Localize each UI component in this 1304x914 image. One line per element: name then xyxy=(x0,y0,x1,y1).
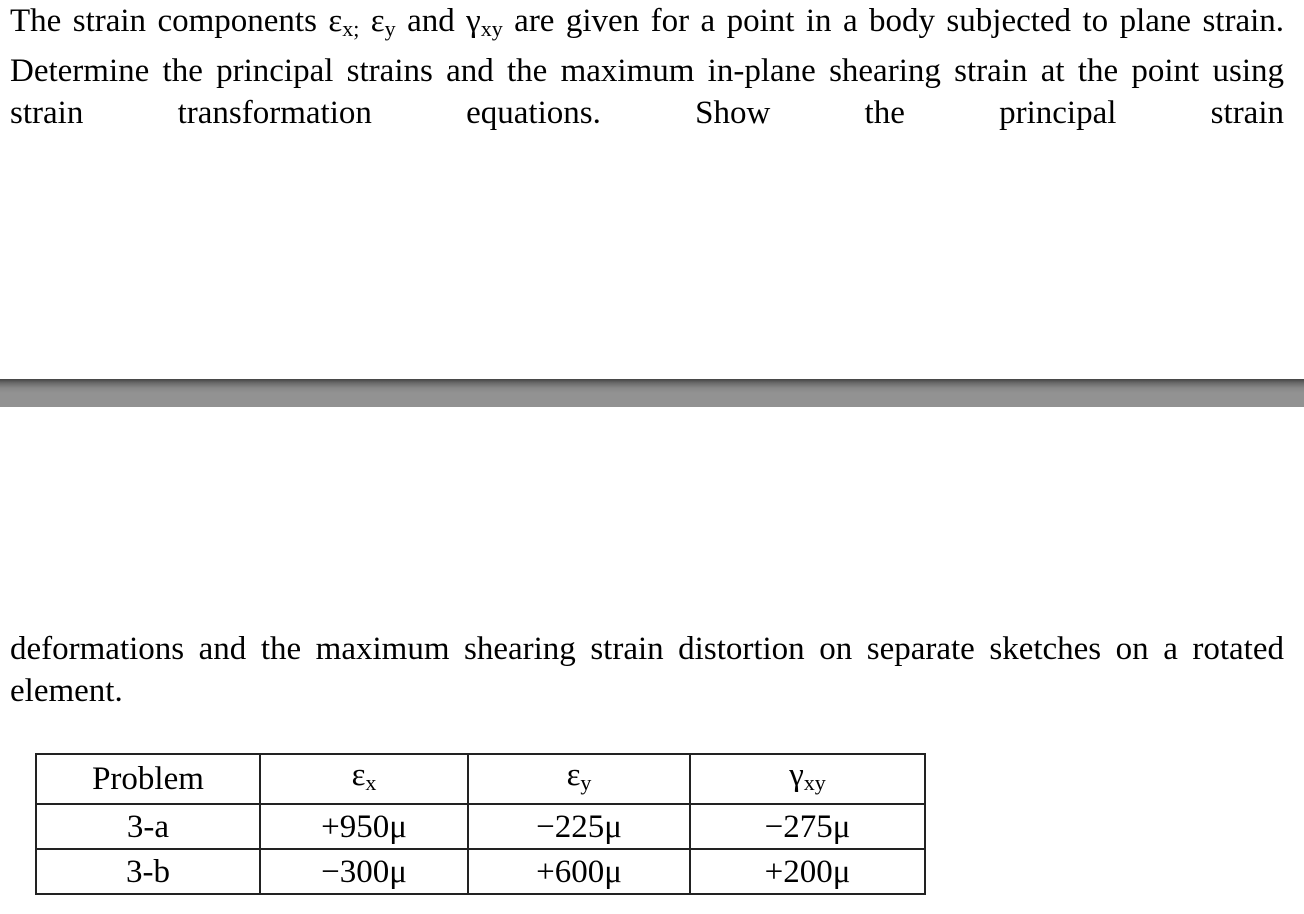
strain-data-table xyxy=(35,753,926,895)
table-cell: +200μ xyxy=(690,849,925,894)
subscript: xy xyxy=(480,16,503,41)
text xyxy=(359,3,370,39)
subscript: y xyxy=(580,770,592,795)
table-row xyxy=(36,804,925,849)
epsilon-symbol: ε xyxy=(370,3,385,39)
table-header-row xyxy=(36,754,925,804)
header-text: Problem xyxy=(92,761,204,797)
subscript: xy xyxy=(803,770,826,795)
header-text: γ xyxy=(789,757,804,793)
header-epsilon-y xyxy=(468,754,690,804)
subscript: x; xyxy=(342,16,360,41)
header-text: ε xyxy=(351,757,366,793)
header-problem xyxy=(36,754,260,804)
header-epsilon-x xyxy=(260,754,468,804)
text: are given for a point in a body subjected to plane strain. Determine the principal strains and the maximum in-plane shearing strain at the point using strain transformation equations. Show the principal strain xyxy=(10,3,1285,131)
table-cell: −225μ xyxy=(468,804,690,849)
table-cell: +600μ xyxy=(468,849,690,894)
subscript: y xyxy=(384,16,396,41)
table-cell: 3-b xyxy=(36,849,260,894)
subscript: x xyxy=(365,770,377,795)
problem-statement-part-1 xyxy=(10,0,1284,134)
header-gamma-xy xyxy=(690,754,925,804)
table-cell: −275μ xyxy=(690,804,925,849)
header-text: ε xyxy=(566,757,581,793)
epsilon-symbol: ε xyxy=(328,3,343,39)
table-cell: 3-a xyxy=(36,804,260,849)
table-cell: −300μ xyxy=(260,849,468,894)
problem-statement-part-2: deformations and the maximum shearing strain distortion on separate sketches on a rotated element. xyxy=(10,631,1284,709)
page-divider xyxy=(0,379,1304,407)
gamma-symbol: γ xyxy=(466,3,481,39)
table-cell: +950μ xyxy=(260,804,468,849)
table-row xyxy=(36,849,925,894)
text: The strain components xyxy=(10,3,329,39)
text: and xyxy=(395,3,467,39)
